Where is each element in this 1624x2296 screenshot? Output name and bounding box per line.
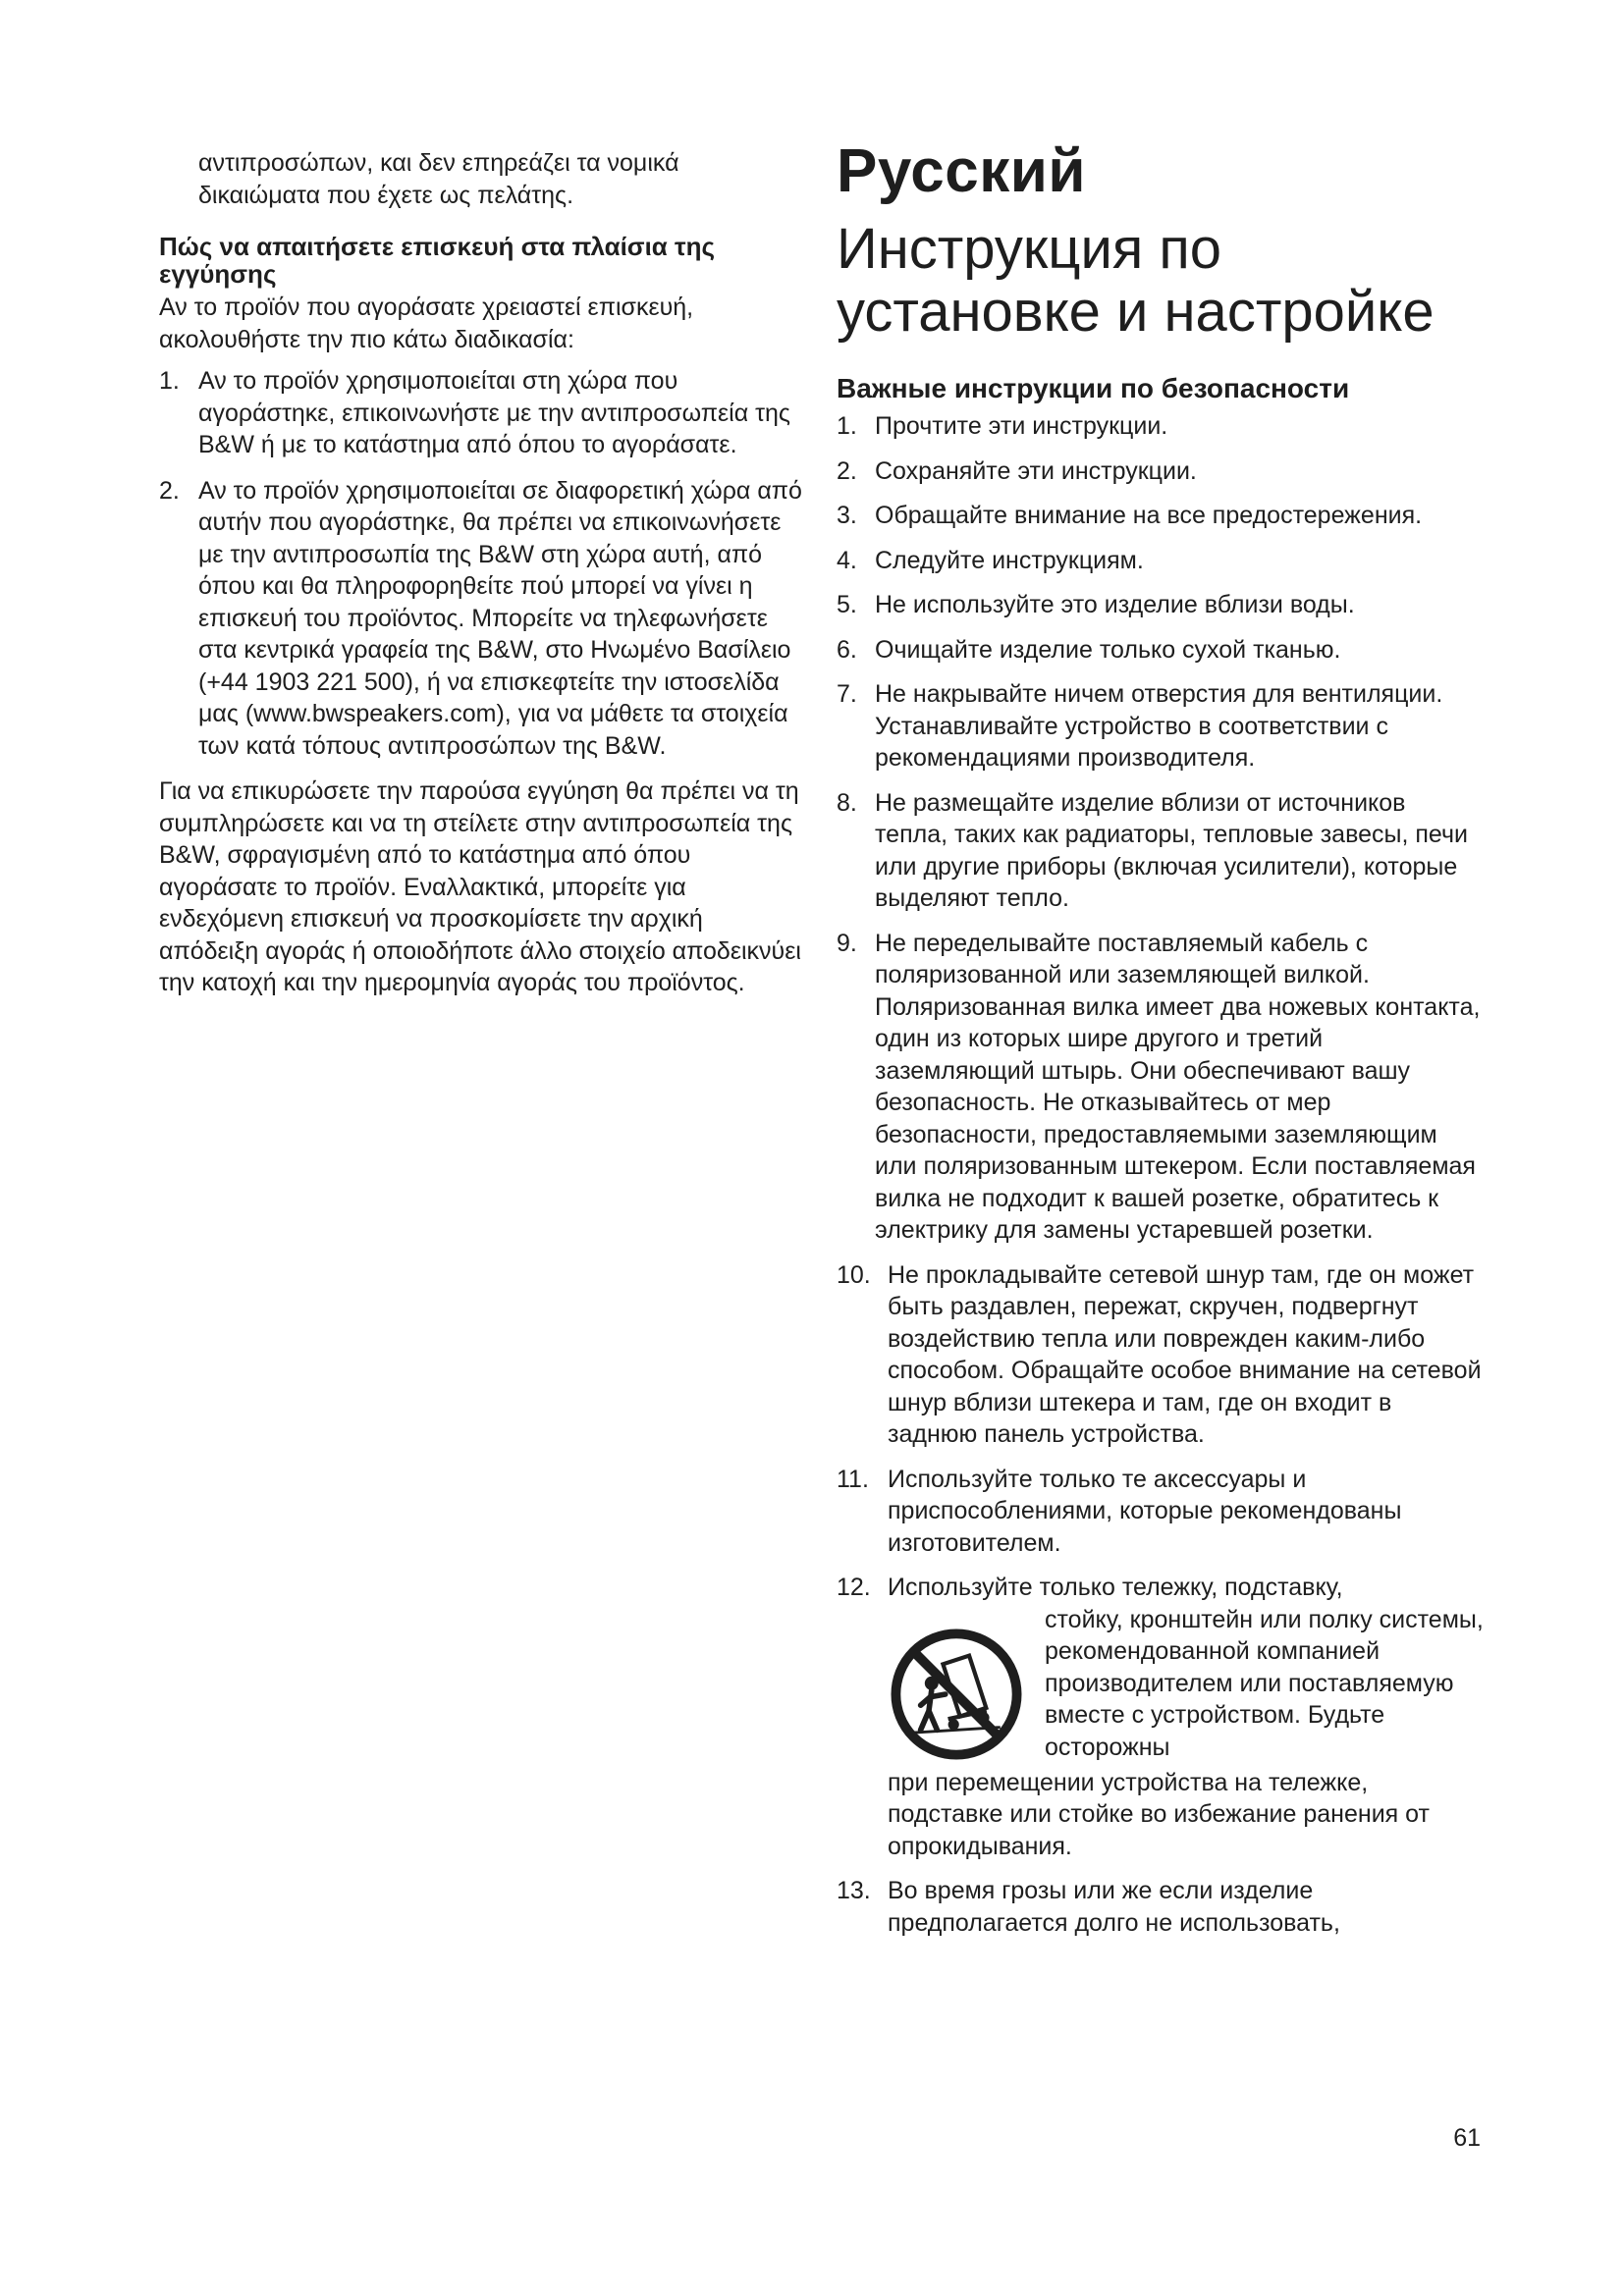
greek-steps-list [159,365,807,762]
safety-instructions-heading: Важные инструкции по безопасности [837,373,1350,403]
list-item-number: 4. [837,546,857,574]
list-item-text: Используйте только тележку, подставку, [888,1574,1343,1601]
greek-intro-continuation: αντιπροσώπων, και δεν επηρεάζει τα νομικά δικαιώματα που έχετε ως πελάτης. [198,149,679,209]
greek-lead-paragraph: Αν το προϊόν που αγοράσατε χρειαστεί επισκευή, ακολουθήστε την πιο κάτω διαδικασία: [159,294,694,353]
list-item-text: Не прокладывайте сетевой шнур там, где он может быть раздавлен, пережат, скручен, подвергнут воздействию тепла или поврежден каким-либо способом. Обращайте особое внимание на сетевой шнур вблизи штекера и там, где он входит в заднюю панель устройства. [888,1260,1482,1448]
list-item [837,1464,1485,1560]
document-title: Инструкция по установке и настройке [837,217,1435,344]
list-item-number: 3. [837,502,857,529]
list-item-text: Во время грозы или же если изделие предполагается долго не использовать, [888,1877,1340,1937]
list-item-number: 2. [837,456,857,485]
list-item-text: Αν το προϊόν χρησιμοποιείται στη χώρα που αγοράστηκε, επικοινωνήστε με την αντιπροσωπεία της B&W ή με το κατάστημα από όπου το αγοράσατε. [198,367,790,458]
list-item [159,475,807,763]
list-item [837,1259,1485,1451]
list-item [837,455,1485,488]
list-item [837,928,1485,1247]
cart-warning-block [888,1604,1485,1767]
list-item-number: 1. [837,412,857,440]
list-item-number: 12. [837,1574,871,1601]
list-item-text: Обращайте внимание на все предостережения. [875,502,1423,529]
language-title: Русский [837,137,1087,205]
list-item-number: 8. [837,788,857,817]
list-item-text: Не переделывайте поставляемый кабель с поляризованной или заземляющей вилкой. Поляризованная вилка имеет два ножевых контакта, один из которых шире другого и третий заземляющий штырь. Они обеспечивают вашу безопасность. Не отказывайтесь от мер безопасности, предоставляемыми заземляющим или поляризованным штекером. Если поставляемая вилка не подходит к вашей розетке, обратитесь к электрику для замены устаревшей розетки. [875,929,1481,1244]
list-item-text: Не накрывайте ничем отверстия для вентиляции. Устанавливайте устройство в соответствии с рекомендациями производителя. [875,680,1443,772]
list-item-number: 9. [837,929,857,957]
list-item-number: 6. [837,635,857,664]
list-item-text-wrap: стойку, кронштейн или полку системы, рекомендованной компанией производителем или поставляемую вместе с устройством. Будьте осторожны [1045,1605,1484,1761]
list-item-text: Сохраняйте эти инструкции. [875,456,1197,485]
list-item [837,1875,1485,1939]
list-item [837,545,1485,577]
list-item [837,678,1485,774]
list-item-number: 7. [837,680,857,708]
list-item [837,410,1485,443]
list-item-number: 1. [159,367,180,395]
list-item-number: 11. [837,1465,869,1493]
list-item-text: Очищайте изделие только сухой тканью. [875,635,1341,664]
cart-tip-over-warning-icon [888,1626,1025,1763]
list-item [837,1572,1485,1862]
russian-column [837,137,1485,1951]
greek-column [159,147,807,999]
list-item-text: Не используйте это изделие вблизи воды. [875,591,1355,618]
list-item-text: Αν το προϊόν χρησιμοποιείται σε διαφορετική χώρα από αυτήν που αγοράστηκε, θα πρέπει να επικοινωνήσετε με την αντιπροσωπία της B&W στη χώρα αυτή, από όπου και θα πληροφορηθείτε πού μπορεί να γίνει η επισκευή του προϊόντος. Μπορείτε να τηλεφωνήσετε στα κεντρικά γραφεία της B&W, στο Ηνωμένο Βασίλειο (+44 1903 221 500), ή να επισκεφτείτε την ιστοσελίδα μας (www.bwspeakers.com), για να μάθετε τα στοιχεία των κατά τόπους αντιπροσώπων της B&W. [198,476,802,760]
list-item-text-rest: при перемещении устройства на тележке, подставке или стойке во избежание ранения от опрокидывания. [888,1768,1430,1860]
list-item-number: 2. [159,476,180,505]
list-item [837,500,1485,532]
safety-instructions-list [837,410,1485,1939]
list-item [837,589,1485,621]
list-item-text: Следуйте инструкциям. [875,546,1144,574]
list-item-text: Прочтите эти инструкции. [875,412,1168,440]
greek-closing-paragraph: Για να επικυρώσετε την παρούσα εγγύηση θα πρέπει να τη συμπληρώσετε και να τη στείλετε στην αντιπροσωπεία της B&W, σφραγισμένη από το κατάστημα από όπου αγοράσατε το προϊόν. Εναλλακτικά, μπορείτε για ενδεχόμενη επισκευή να προσκομίσετε την αρχική απόδειξη αγοράς ή οποιοδήποτε άλλο στοιχείο αποδεικνύει την κατοχή και την ημερομηνία αγοράς του προϊόντος. [159,777,801,996]
list-item-text: Используйте только те аксессуары и приспособлениями, которые рекомендованы изготовителем. [888,1465,1402,1557]
list-item [837,787,1485,915]
list-item [837,634,1485,667]
page-number: 61 [1453,2124,1481,2152]
list-item [159,365,807,461]
list-item-number: 5. [837,591,857,618]
list-item-number: 10. [837,1260,871,1289]
list-item-text: Не размещайте изделие вблизи от источников тепла, таких как радиаторы, тепловые завесы, печи или другие приборы (включая усилители), которые выделяют тепло. [875,788,1468,912]
greek-section-heading: Πώς να απαιτήσετε επισκευή στα πλαίσια της εγγύησης [159,232,716,289]
list-item-number: 13. [837,1877,871,1904]
